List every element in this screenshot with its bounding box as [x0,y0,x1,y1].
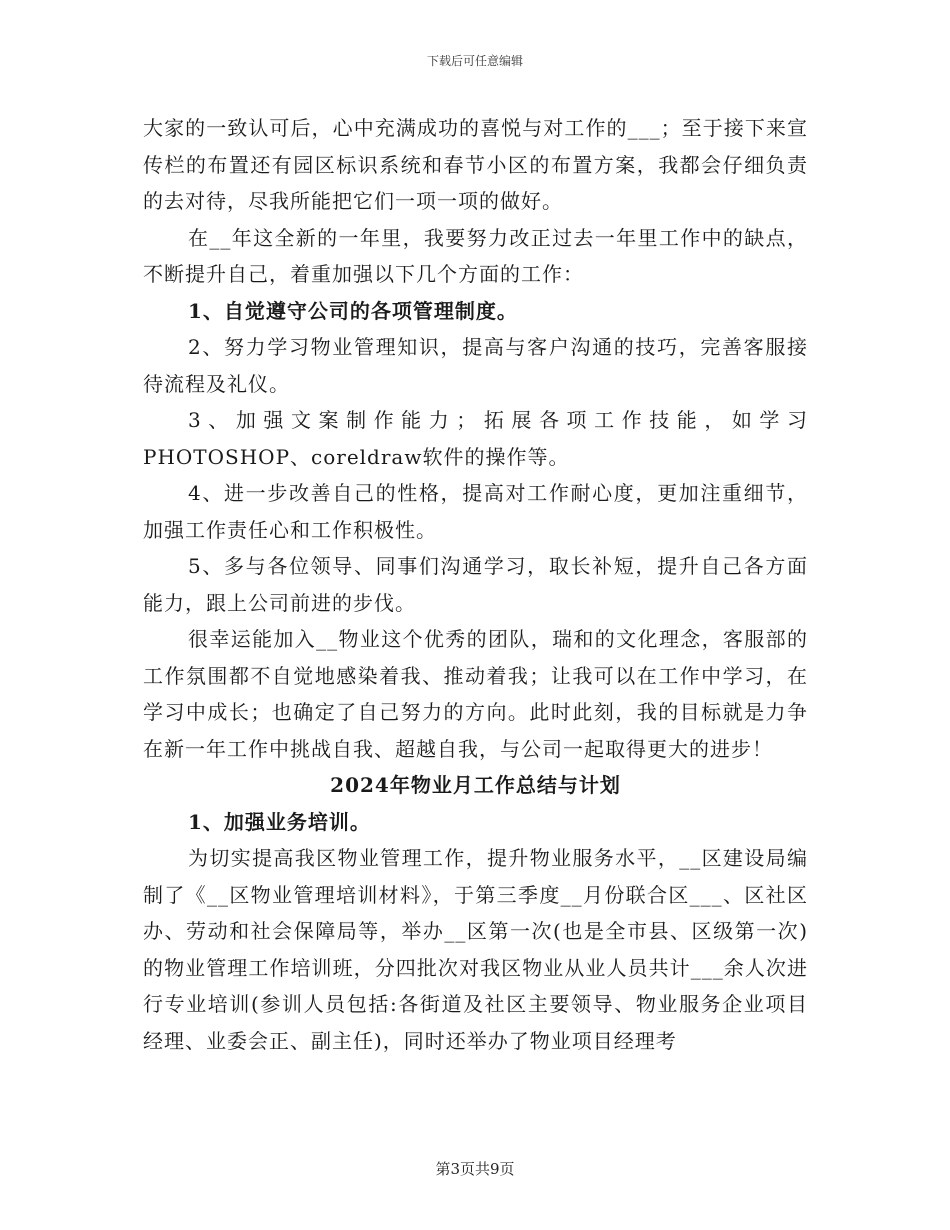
page-header: 下载后可任意编辑 [426,54,523,68]
section-subheading: 1、加强业务培训。 [188,809,371,834]
list-item-3: 3、加强文案制作能力；拓展各项工作技能，如学习PHOTOSHOP、coreldraw软件的操作等。 [143,408,808,469]
page-number: 第3页共9页 [435,1160,515,1178]
list-item-1: 1、自觉遵守公司的各项管理制度。 [188,298,518,323]
paragraph-continuation: 大家的一致认可后，心中充满成功的喜悦与对工作的___；至于接下来宣传栏的布置还有园区标识系统和春节小区的布置方案，我都会仔细负责的去对待，尽我所能把它们一项一项的做好。 [143,116,808,213]
list-item-2: 2、努力学习物业管理知识，提高与客户沟通的技巧，完善客服接待流程及礼仪。 [143,335,808,396]
paragraph-closing: 很幸运能加入__物业这个优秀的团队，瑞和的文化理念，客服部的工作氛围都不自觉地感染着我、推动着我；让我可以在工作中学习，在学习中成长；也确定了自己努力的方向。此时此刻，我的目标就是力争在新一年工作中挑战自我、超越自我，与公司一起取得更大的进步！ [143,627,808,761]
paragraph-new-year-intro: 在__年这全新的一年里，我要努力改正过去一年里工作中的缺点，不断提升自己，着重加强以下几个方面的工作： [143,225,808,286]
paragraph-training: 为切实提高我区物业管理工作，提升物业服务水平，__区建设局编制了《__区物业管理培训材料》，于第三季度__月份联合区___、区社区办、劳动和社会保障局等，举办__区第一次(也是全市县、区级第一次)的物业管理工作培训班，分四批次对我区物业从业人员共计___余人次进行专业培训(参训人员包括:各街道及社区主要领导、物业服务企业项目经理、业委会正、副主任)，同时还举办了物业项目经理考 [143,846,808,1053]
list-item-5: 5、多与各位领导、同事们沟通学习，取长补短，提升自己各方面能力，跟上公司前进的步伐。 [143,554,808,615]
section-title: 2024年物业月工作总结与计划 [330,773,621,797]
document-body [143,110,808,1059]
list-item-4: 4、进一步改善自己的性格，提高对工作耐心度，更加注重细节，加强工作责任心和工作积极性。 [143,481,808,542]
